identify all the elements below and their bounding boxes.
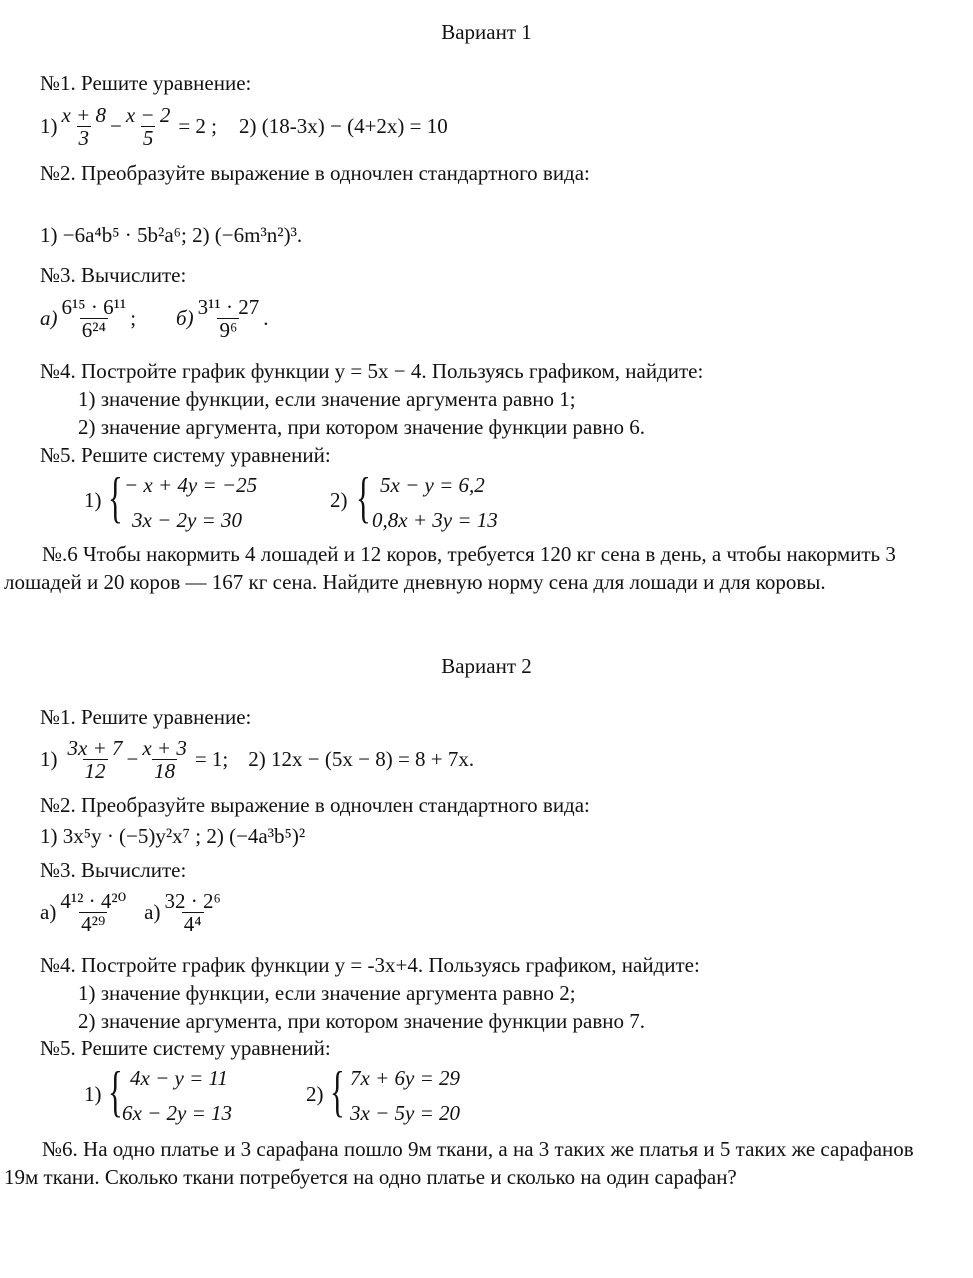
denominator: 4²⁹ [81,912,106,937]
numerator: x + 8 [61,103,106,127]
v1-system-2-eq-1: 5x − y = 6,2 [380,473,485,497]
separator: ; [130,306,137,331]
denominator: 6²⁴ [81,318,106,343]
item-label: а) [40,306,58,331]
v1-system-1-label: 1) [84,488,102,512]
numerator: 3¹¹ · 27 [197,295,260,319]
v2-task1-equation-1 [40,737,474,782]
v2-task4-heading: №4. Постройте график функции y = -3x+4. Пользуясь графиком, найдите: [40,953,700,977]
v2-task3-heading: №3. Вычислите: [40,858,187,882]
v1-task2-heading: №2. Преобразуйте выражение в одночлен стандартного вида: [40,161,590,185]
denominator: 18 [154,759,176,784]
v2-task2-expression: 1) 3x⁵y · (−5)y²x⁷ ; 2) (−4a³b⁵)² [40,824,306,848]
v2-system-1-eq-1: 4x − y = 11 [130,1066,228,1090]
v1-task2-expression: 1) −6a⁴b⁵ · 5b²a⁶; 2) (−6m³n²)³. [40,223,303,247]
v2-task6-text: №6. На одно платье и 3 сарафана пошло 9м ткани, а на 3 таких же платья и 5 таких же сарафанов 19м ткани. Сколько ткани потребуется на одно платье и сколько на один сарафан? [4,1137,914,1189]
numerator: 32 · 2⁶ [164,889,221,913]
minus-sign: − [110,114,122,139]
v1-task4-heading: №4. Постройте график функции y = 5x − 4. Пользуясь графиком, найдите: [40,359,704,383]
variant-1-title: Вариант 1 [441,20,532,44]
v2-task5-heading: №5. Решите систему уравнений: [40,1036,331,1060]
v2-fraction-2 [140,737,189,782]
variant-2-title: Вариант 2 [441,654,532,678]
numerator: 3x + 7 [67,736,123,760]
v1-task6-text: №.6 Чтобы накормить 4 лошадей и 12 коров, требуется 120 кг сена в день, а чтобы накормить 3 лошадей и 20 коров — 167 кг сена. Найдите дневную норму сена для лошади и для коровы. [4,542,896,594]
item-label: а) [40,900,57,925]
v2-task4-item-1: 1) значение функции, если значение аргумента равно 2; [78,981,576,1005]
v1-task1-equation-2: 2) (18-3x) − (4+2x) = 10 [239,114,448,139]
v2-task4-item-2: 2) значение аргумента, при котором значение функции равно 7. [78,1009,645,1033]
equation-rhs: = 1; [194,747,229,772]
v2-task1-heading: №1. Решите уравнение: [40,705,252,729]
v1-system-1-eq-1: − x + 4y = −25 [124,473,258,497]
numerator: 6¹⁵ · 6¹¹ [61,295,127,319]
numerator: 4¹² · 4²⁰ [60,889,127,913]
denominator: 3 [78,126,89,151]
v1-system-1-brace: { [108,467,123,529]
v1-fraction-2 [124,104,173,149]
v1-task3-expressions [40,296,268,341]
v2-system-1-label: 1) [84,1082,102,1106]
equation-rhs: = 2 ; [178,114,218,139]
v1-task3-heading: №3. Вычислите: [40,263,187,287]
numerator: x + 3 [142,736,187,760]
denominator: 9⁶ [219,318,238,343]
v1-task4-item-2: 2) значение аргумента, при котором значение функции равно 6. [78,415,645,439]
v2-task3-fraction-b [162,890,222,935]
v1-task4-item-1: 1) значение функции, если значение аргумента равно 1; [78,387,576,411]
v1-system-2-brace: { [356,467,371,529]
v1-task1-label: 1) [40,114,58,139]
item-label: б) [176,306,194,331]
v2-system-2-brace: { [330,1061,345,1123]
v1-system-2-eq-2: 0,8x + 3y = 13 [372,508,498,532]
denominator: 4⁴ [183,912,202,937]
v2-system-2-label: 2) [306,1082,324,1106]
denominator: 12 [84,759,106,784]
v2-task3-fraction-a [58,890,128,935]
v1-system-1-eq-2: 3x − 2y = 30 [132,508,242,532]
v1-system-2-label: 2) [330,488,348,512]
v1-fraction-1 [60,104,109,149]
v2-task1-equation-2: 2) 12x − (5x − 8) = 8 + 7x. [248,747,475,772]
v2-system-1-eq-2: 6x − 2y = 13 [122,1101,232,1125]
separator: . [263,306,269,331]
minus-sign: − [126,747,139,772]
v2-fraction-1 [66,737,125,782]
v2-system-2-eq-1: 7x + 6y = 29 [350,1066,460,1090]
v1-task3-fraction-b [196,296,262,341]
v2-task2-heading: №2. Преобразуйте выражение в одночлен стандартного вида: [40,793,590,817]
v1-task5-heading: №5. Решите систему уравнений: [40,443,331,467]
v2-task1-label: 1) [40,747,58,772]
v1-task3-fraction-a [60,296,129,341]
v1-task1-equation-1 [40,104,448,149]
v1-task1-heading: №1. Решите уравнение: [40,71,252,95]
v2-task3-expressions [40,890,225,935]
denominator: 5 [142,126,154,151]
item-label: а) [144,900,161,925]
v2-system-2-eq-2: 3x − 5y = 20 [350,1101,460,1125]
numerator: x − 2 [125,103,171,127]
v2-system-1-brace: { [108,1061,123,1123]
